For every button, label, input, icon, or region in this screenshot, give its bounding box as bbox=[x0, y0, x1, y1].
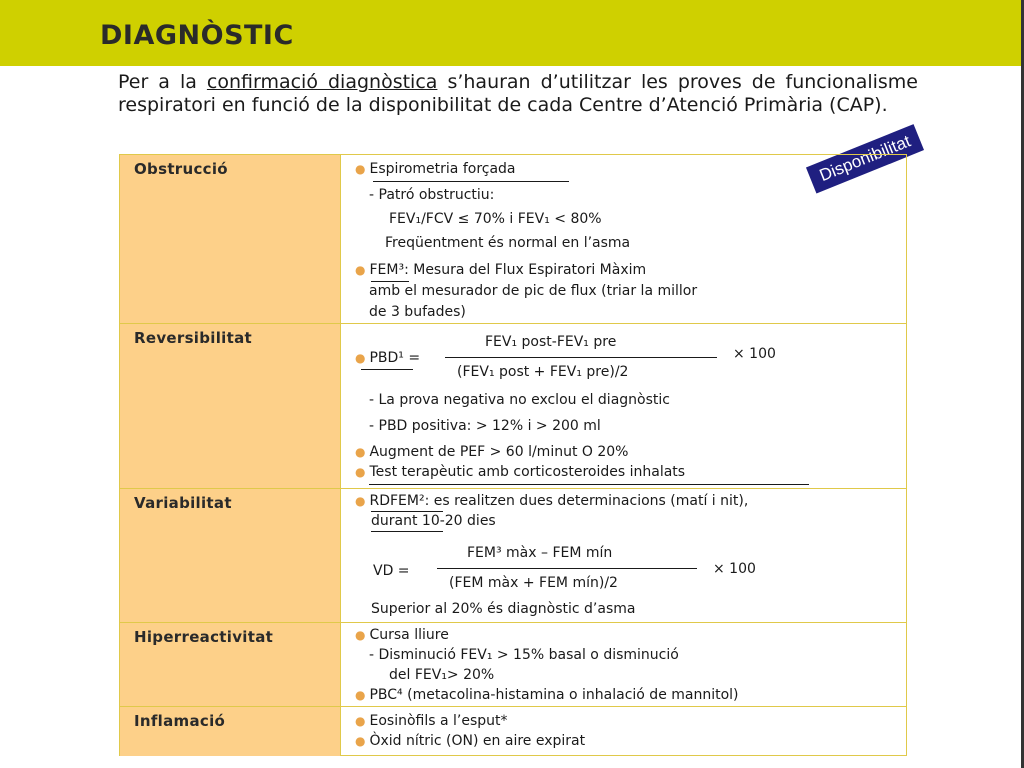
list-item: ● Eosinòfils a l’esput* bbox=[355, 713, 508, 729]
bullet-icon: ● bbox=[355, 714, 366, 728]
list-item: ● FEM³: Mesura del Flux Espiratori Màxim bbox=[355, 262, 647, 278]
row-label: Obstrucció bbox=[134, 160, 228, 178]
row-inflamacio bbox=[120, 706, 906, 756]
row-content-cell bbox=[341, 324, 906, 489]
list-item: ● PBC⁴ (metacolina-histamina o inhalació de mannitol) bbox=[355, 687, 739, 703]
diagnostic-table bbox=[119, 154, 907, 756]
bullet-icon: ● bbox=[355, 351, 366, 365]
intro-paragraph bbox=[118, 71, 918, 117]
bullet-icon: ● bbox=[355, 494, 366, 508]
formula-multiplier: × 100 bbox=[713, 561, 756, 577]
formula-numerator: FEV₁ post-FEV₁ pre bbox=[485, 334, 617, 350]
row-content-cell bbox=[341, 707, 906, 756]
disponibilitat-stamp: Disponibilitat bbox=[806, 124, 924, 194]
row-label-cell bbox=[120, 155, 341, 323]
underline-rule bbox=[371, 511, 443, 512]
row-content-cell bbox=[341, 489, 906, 623]
bullet-icon: ● bbox=[355, 734, 366, 748]
formula-denominator: (FEM màx + FEM mín)/2 bbox=[449, 575, 618, 591]
list-item: FEV₁/FCV ≤ 70% i FEV₁ < 80% bbox=[389, 211, 602, 227]
intro-underlined: confirmació diagnòstica bbox=[206, 71, 438, 93]
pbd-label: ● PBD¹ = bbox=[355, 350, 421, 366]
list-item: ● Augment de PEF > 60 l/minut O 20% bbox=[355, 444, 629, 460]
row-label-cell bbox=[120, 707, 341, 756]
formula-denominator: (FEV₁ post + FEV₁ pre)/2 bbox=[457, 364, 629, 380]
bullet-icon: ● bbox=[355, 162, 366, 176]
row-content-cell bbox=[341, 155, 906, 323]
list-item: - Disminució FEV₁ > 15% basal o disminució bbox=[369, 647, 679, 663]
row-content-cell bbox=[341, 623, 906, 707]
list-item: ● Òxid nítric (ON) en aire expirat bbox=[355, 733, 586, 749]
row-label: Reversibilitat bbox=[134, 329, 252, 347]
list-item: de 3 bufades) bbox=[369, 304, 466, 320]
row-label-cell bbox=[120, 324, 341, 489]
fraction-line bbox=[445, 357, 717, 358]
underline-rule bbox=[371, 531, 443, 532]
list-item: - Patró obstructiu: bbox=[369, 187, 495, 203]
row-variabilitat bbox=[120, 488, 906, 623]
bullet-icon: ● bbox=[355, 465, 366, 479]
fraction-line bbox=[437, 568, 697, 569]
underline-rule bbox=[371, 281, 409, 282]
formula-numerator: FEM³ màx – FEM mín bbox=[467, 545, 613, 561]
bullet-icon: ● bbox=[355, 263, 366, 277]
row-label-cell bbox=[120, 623, 341, 707]
vd-label: VD = bbox=[373, 563, 410, 579]
bullet-icon: ● bbox=[355, 445, 366, 459]
row-hiperreactivitat bbox=[120, 622, 906, 707]
list-item: ● Test terapèutic amb corticosteroides inhalats bbox=[355, 464, 686, 480]
list-item: ● Espirometria forçada bbox=[355, 161, 516, 177]
row-label: Inflamació bbox=[134, 712, 226, 730]
underline-rule bbox=[373, 181, 569, 182]
row-obstruccio bbox=[120, 155, 906, 323]
row-label: Hiperreactivitat bbox=[134, 628, 274, 646]
page-title: DIAGNÒSTIC bbox=[100, 20, 294, 51]
list-item: amb el mesurador de pic de flux (triar la millor bbox=[369, 283, 698, 299]
underline-rule bbox=[361, 369, 413, 370]
list-item: del FEV₁> 20% bbox=[389, 667, 495, 683]
row-label-cell bbox=[120, 489, 341, 623]
row-label: Variabilitat bbox=[134, 494, 232, 512]
list-item: ● RDFEM²: es realitzen dues determinacions (matí i nit), bbox=[355, 493, 749, 509]
list-item: - La prova negativa no exclou el diagnòstic bbox=[369, 392, 670, 408]
list-item: ● Cursa lliure bbox=[355, 627, 449, 643]
bullet-icon: ● bbox=[355, 628, 366, 642]
bullet-icon: ● bbox=[355, 688, 366, 702]
list-item: durant 10-20 dies bbox=[371, 513, 496, 529]
intro-post: s’hauran d’utilitzar les proves de funcionalisme respiratori en funció de la disponibilitat de cada Centre d’Atenció Primària (CAP). bbox=[118, 71, 918, 116]
list-item: - PBD positiva: > 12% i > 200 ml bbox=[369, 418, 601, 434]
row-reversibilitat bbox=[120, 323, 906, 489]
intro-pre: Per a la bbox=[118, 71, 207, 93]
list-item: Freqüentment és normal en l’asma bbox=[385, 235, 631, 251]
formula-multiplier: × 100 bbox=[733, 346, 776, 362]
underline-rule bbox=[369, 484, 809, 485]
list-item: Superior al 20% és diagnòstic d’asma bbox=[371, 601, 636, 617]
